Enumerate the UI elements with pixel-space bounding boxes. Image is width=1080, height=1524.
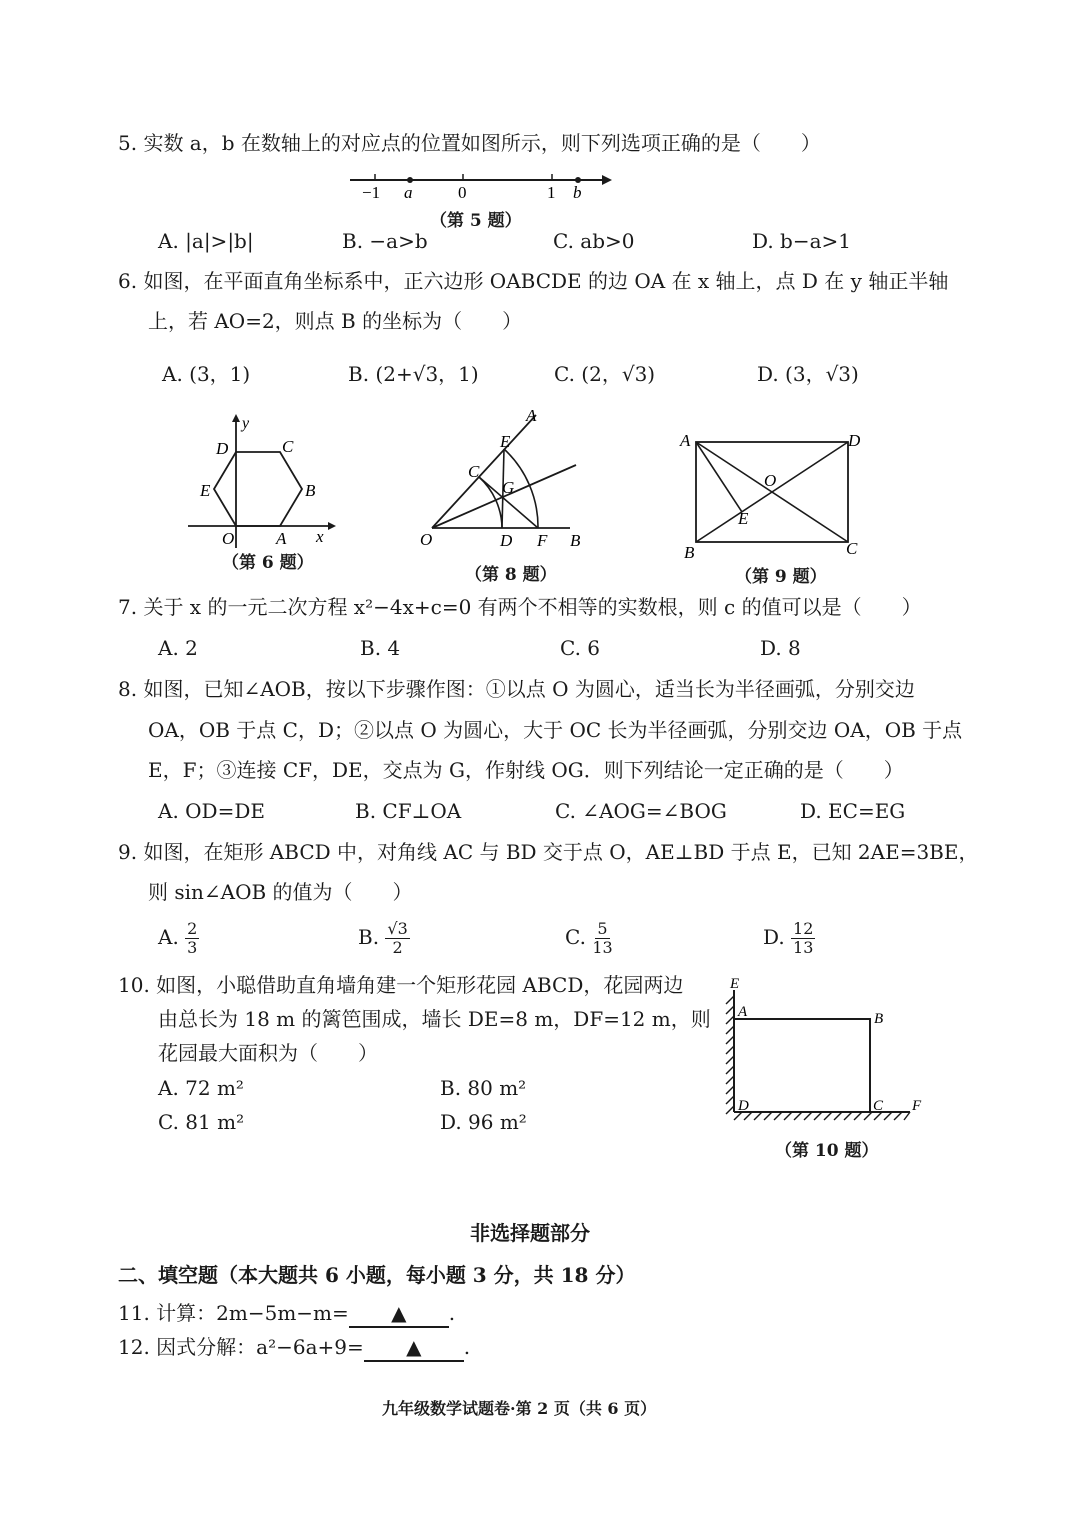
q12: 12. 因式分解：a²−6a+9= ▲ . — [118, 1334, 470, 1362]
q6-hexagon-figure — [180, 412, 340, 552]
svg-text:E: E — [730, 976, 740, 992]
svg-text:A: A — [680, 431, 691, 450]
page-footer: 九年级数学试题卷·第 2 页（共 6 页） — [382, 1399, 657, 1418]
q8-stem-line1: 8. 如图，已知∠AOB，按以下步骤作图：①以点 O 为圆心，适当长为半径画弧，分别交边 — [118, 677, 915, 701]
q9-stem-line2: 则 sin∠AOB 的值为（ ） — [148, 880, 413, 904]
svg-text:C: C — [873, 1098, 884, 1114]
axis-label-1: 1 — [547, 183, 556, 202]
q10-option-b: B. 80 m² — [440, 1076, 527, 1100]
q10-stem-line3: 花园最大面积为（ ） — [158, 1041, 378, 1065]
svg-text:A: A — [276, 529, 287, 548]
q8-option-d: D. EC=EG — [800, 799, 906, 823]
q5-option-c: C. ab>0 — [553, 229, 635, 253]
q5-option-b: B. −a>b — [342, 229, 428, 253]
axis-label-b: b — [573, 183, 582, 202]
q6-caption: （第 6 题） — [222, 553, 314, 573]
q8-stem-line3: E，F；③连接 CF，DE，交点为 G，作射线 OG．则下列结论一定正确的是（ ） — [148, 758, 904, 782]
q9-rectangle-figure — [676, 428, 866, 563]
q10-option-a: A. 72 m² — [158, 1076, 244, 1100]
q6-option-c: C. (2，√3) — [554, 362, 656, 386]
q8-construction-figure — [418, 405, 598, 555]
q11: 11. 计算：2m−5m−m= ▲ . — [118, 1300, 455, 1328]
q5-stem: 5. 实数 a，b 在数轴上的对应点的位置如图所示，则下列选项正确的是（ ） — [118, 131, 821, 155]
q6-option-b: B. (2+√3，1) — [348, 362, 479, 386]
svg-text:C: C — [282, 437, 294, 456]
q7-stem: 7. 关于 x 的一元二次方程 x²−4x+c=0 有两个不相等的实数根，则 c 的值可以是（ ） — [118, 595, 922, 619]
svg-text:E: E — [200, 481, 211, 500]
q9-option-c: C. $\frac{5}{13}$ — [565, 919, 613, 957]
q7-option-d: D. 8 — [760, 636, 801, 660]
q5-option-d: D. b−a>1 — [752, 229, 852, 253]
q10-option-c: C. 81 m² — [158, 1110, 245, 1134]
svg-text:B: B — [874, 1011, 884, 1027]
svg-text:F: F — [537, 531, 548, 550]
q9-caption: （第 9 题） — [735, 567, 827, 587]
svg-text:E: E — [500, 432, 511, 451]
svg-text:O: O — [420, 530, 433, 549]
axis-label-0: 0 — [458, 183, 467, 202]
svg-text:D: D — [848, 431, 861, 450]
q6-option-d: D. (3，√3) — [757, 362, 859, 386]
q8-option-c: C. ∠AOG=∠BOG — [555, 799, 727, 823]
svg-text:F: F — [912, 1098, 922, 1114]
q5-caption: （第 5 题） — [430, 211, 522, 231]
q7-option-a: A. 2 — [158, 636, 198, 660]
svg-text:D: D — [500, 531, 513, 550]
q11-answer-blank[interactable]: ▲ — [349, 1300, 449, 1328]
section-title: 非选择题部分 — [470, 1221, 590, 1245]
section-heading: 二、填空题（本大题共 6 小题，每小题 3 分，共 18 分） — [118, 1263, 636, 1287]
q10-stem-line2: 由总长为 18 m 的篱笆围成，墙长 DE=8 m，DF=12 m，则 — [158, 1007, 711, 1031]
q12-answer-blank[interactable]: ▲ — [364, 1334, 464, 1362]
svg-text:A: A — [738, 1004, 748, 1020]
q7-option-b: B. 4 — [360, 636, 401, 660]
q10-option-d: D. 96 m² — [440, 1110, 527, 1134]
q5-number-line — [340, 168, 620, 204]
svg-text:B: B — [305, 481, 316, 500]
q6-option-a: A. (3，1) — [162, 362, 251, 386]
q8-option-a: A. OD=DE — [158, 799, 265, 823]
q10-garden-figure — [718, 972, 928, 1132]
q9-stem-line1: 9. 如图，在矩形 ABCD 中，对角线 AC 与 BD 交于点 O，AE⊥BD 于点 E，已知 2AE=3BE， — [118, 840, 979, 864]
svg-text:O: O — [222, 529, 235, 548]
q10-stem-line1: 10. 如图，小聪借助直角墙角建一个矩形花园 ABCD，花园两边 — [118, 973, 684, 997]
svg-text:B: B — [570, 531, 581, 550]
q9-option-a: A. $\frac{2}{3}$ — [158, 919, 198, 957]
svg-text:A: A — [526, 406, 537, 425]
q6-stem-line2: 上，若 AO=2，则点 B 的坐标为（ ） — [148, 309, 523, 333]
svg-text:G: G — [502, 478, 515, 497]
q7-option-c: C. 6 — [560, 636, 601, 660]
q8-stem-line2: OA，OB 于点 C，D；②以点 O 为圆心，大于 OC 长为半径画弧，分别交边 OA，OB 于点 — [148, 718, 963, 742]
q10-caption: （第 10 题） — [775, 1141, 879, 1161]
svg-text:E: E — [738, 509, 749, 528]
svg-text:C: C — [846, 539, 858, 558]
q8-option-b: B. CF⊥OA — [355, 799, 462, 823]
svg-text:y: y — [242, 415, 250, 432]
svg-text:B: B — [684, 543, 695, 562]
q9-option-d: D. $\frac{12}{13}$ — [763, 919, 814, 957]
arrow-icon — [602, 175, 612, 185]
svg-text:x: x — [316, 527, 324, 546]
svg-text:D: D — [738, 1098, 749, 1114]
svg-text:D: D — [216, 439, 229, 458]
q5-option-a: A. |a|>|b| — [158, 229, 254, 253]
axis-label-minus1: −1 — [362, 183, 381, 202]
q6-stem-line1: 6. 如图，在平面直角坐标系中，正六边形 OABCDE 的边 OA 在 x 轴上，点 D 在 y 轴正半轴 — [118, 269, 949, 293]
svg-text:O: O — [764, 471, 777, 490]
q8-caption: （第 8 题） — [465, 565, 557, 585]
q9-option-b: B. $\frac{√3}{2}$ — [358, 919, 408, 957]
svg-text:C: C — [468, 462, 480, 481]
axis-label-a: a — [404, 183, 413, 202]
